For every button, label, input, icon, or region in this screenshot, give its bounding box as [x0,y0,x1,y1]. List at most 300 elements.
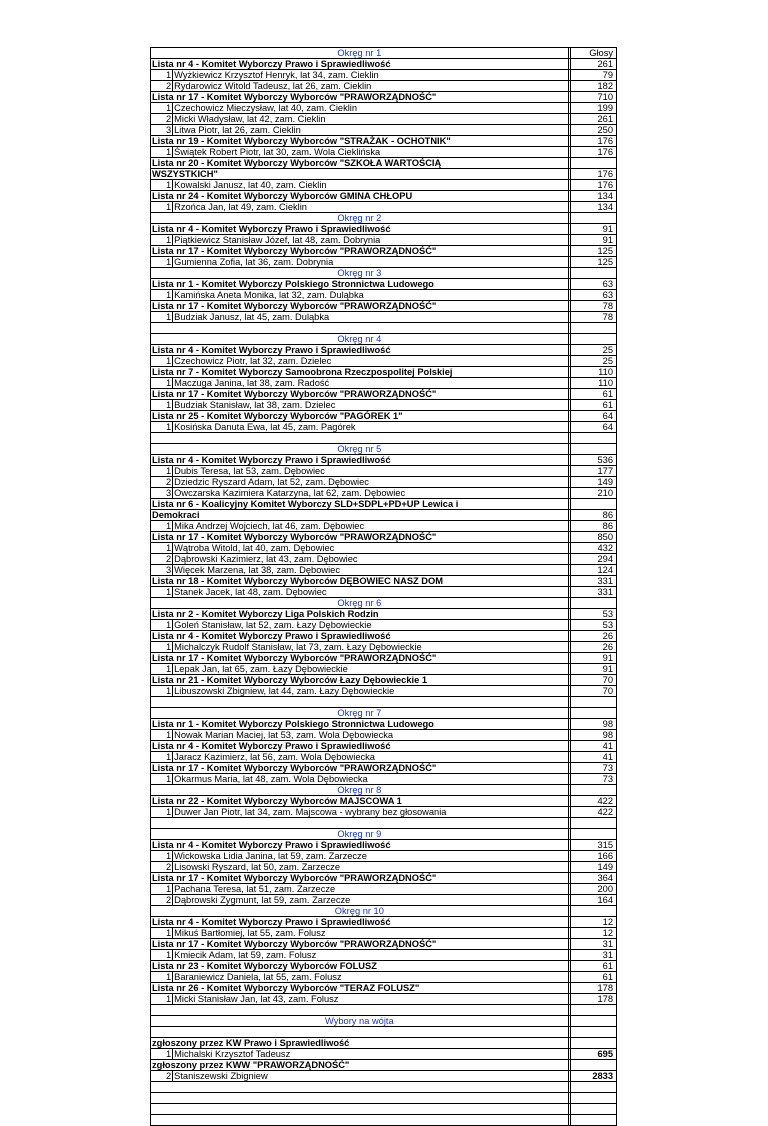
candidate-number: 1 [151,1049,173,1060]
candidate-number: 1 [151,422,173,433]
list-header-row [151,1038,617,1049]
list-header-row [151,840,617,851]
candidate-votes: 178 [570,994,616,1005]
candidate-votes: 31 [570,950,616,961]
list-votes: 41 [570,741,616,752]
candidate-votes: 164 [570,895,616,906]
list-header-row [151,609,617,620]
table-header-row [151,48,617,59]
blank-row [151,1115,617,1126]
candidate-number: 1 [151,884,173,895]
district-header-row [151,708,617,719]
candidate-number: 2 [151,114,173,125]
blank-row [151,1027,617,1038]
list-title: Lista nr 17 - Komitet Wyborczy Wyborców "PRAWORZĄDNOŚĆ" [151,246,569,257]
candidate-row [151,488,617,499]
candidate-votes: 176 [570,147,616,158]
list-votes: 26 [570,631,616,642]
candidate-number: 1 [151,235,173,246]
list-votes: 61 [570,389,616,400]
candidate-name: Budziak Stanisław, lat 38, zam. Dzielec [173,400,569,411]
blank-row [151,1093,617,1104]
candidate-name: Wątroba Witold, lat 40, zam. Dębowiec [173,543,569,554]
candidate-number: 1 [151,257,173,268]
list-title: Lista nr 7 - Komitet Wyborczy Samoobrona Rzeczpospolitej Polskiej [151,367,569,378]
candidate-row [151,565,617,576]
candidate-number: 1 [151,356,173,367]
candidate-number: 1 [151,642,173,653]
candidate-number: 1 [151,521,173,532]
list-title: Lista nr 4 - Komitet Wyborczy Prawo i Sprawiedliwość [151,345,569,356]
candidate-votes: 110 [570,378,616,389]
candidate-row [151,400,617,411]
blank-row [151,697,617,708]
district-header-row [151,1016,617,1027]
candidate-row [151,147,617,158]
candidate-name: Pachana Teresa, lat 51, zam. Zarzecze [173,884,569,895]
list-votes: 331 [570,576,616,587]
list-votes: 98 [570,719,616,730]
candidate-row [151,180,617,191]
candidate-row [151,587,617,598]
candidate-row [151,521,617,532]
blank-row [151,818,617,829]
list-votes: 110 [570,367,616,378]
list-header-row [151,191,617,202]
district-title: Okręg nr 2 [151,213,569,224]
candidate-name: Świątek Robert Piotr, lat 30, zam. Wola Cieklińska [173,147,569,158]
list-title: WSZYSTKICH" [151,169,569,180]
list-votes: 86 [570,510,616,521]
candidate-number: 1 [151,994,173,1005]
list-header-row [151,939,617,950]
candidate-row [151,125,617,136]
list-header-row [151,301,617,312]
candidate-votes: 134 [570,202,616,213]
candidate-row [151,862,617,873]
candidate-votes: 12 [570,928,616,939]
list-title: Lista nr 18 - Komitet Wyborczy Wyborców DĘBOWIEC NASZ DOM [151,576,569,587]
list-votes: 63 [570,279,616,290]
candidate-name: Michalczyk Rudolf Stanisław, lat 73, zam. Łazy Dębowieckie [173,642,569,653]
candidate-votes: 70 [570,686,616,697]
candidate-row [151,664,617,675]
candidate-row [151,730,617,741]
candidate-name: Duwer Jan Piotr, lat 34, zam. Majscowa - wybrany bez głosowania [173,807,569,818]
candidate-name: Wickowska Lidia Janina, lat 59, zam. Zarzecze [173,851,569,862]
candidate-votes: 176 [570,180,616,191]
candidate-votes: 261 [570,114,616,125]
candidate-name: Wyżkiewicz Krzysztof Henryk, lat 34, zam. Cieklin [173,70,569,81]
district-title: Okręg nr 5 [151,444,569,455]
list-title: Lista nr 17 - Komitet Wyborczy Wyborców "PRAWORZĄDNOŚĆ" [151,301,569,312]
candidate-row [151,950,617,961]
list-header-row [151,1060,617,1071]
candidate-votes: 182 [570,81,616,92]
list-header-row [151,741,617,752]
candidate-votes: 166 [570,851,616,862]
list-title: Lista nr 4 - Komitet Wyborczy Prawo i Sprawiedliwość [151,840,569,851]
candidate-number: 1 [151,290,173,301]
candidate-name: Rydarowicz Witold Tadeusz, lat 26, zam. Cieklin [173,81,569,92]
list-votes: 710 [570,92,616,103]
candidate-number: 1 [151,312,173,323]
candidate-name: Mika Andrzej Wojciech, lat 46, zam. Dębowiec [173,521,569,532]
list-votes [570,1060,616,1071]
candidate-votes: 64 [570,422,616,433]
candidate-name: Stanek Jacek, lat 48, zam. Dębowiec [173,587,569,598]
candidate-row [151,851,617,862]
list-votes: 176 [570,169,616,180]
list-header-row [151,455,617,466]
candidate-votes: 73 [570,774,616,785]
candidate-row [151,994,617,1005]
candidate-name: Goleń Stanisław, lat 52, zam. Łazy Dębowieckie [173,620,569,631]
district-title: Okręg nr 8 [151,785,569,796]
candidate-votes: 177 [570,466,616,477]
list-title: Lista nr 24 - Komitet Wyborczy Wyborców GMINA CHŁOPU [151,191,569,202]
candidate-number: 2 [151,895,173,906]
candidate-row [151,928,617,939]
candidate-votes: 695 [570,1049,616,1060]
list-header-row [151,576,617,587]
candidate-number: 1 [151,851,173,862]
district-header-row [151,785,617,796]
candidate-row [151,752,617,763]
candidate-number: 2 [151,862,173,873]
blank-row [151,323,617,334]
candidate-row [151,356,617,367]
list-header-row [151,983,617,994]
candidate-votes: 149 [570,862,616,873]
district-title: Okręg nr 9 [151,829,569,840]
candidate-number: 1 [151,686,173,697]
okreg-header: Okręg nr 1 [151,48,569,59]
list-votes: 176 [570,136,616,147]
candidate-row [151,807,617,818]
candidate-row [151,1049,617,1060]
list-title: Lista nr 17 - Komitet Wyborczy Wyborców "PRAWORZĄDNOŚĆ" [151,939,569,950]
candidate-number: 2 [151,81,173,92]
candidate-row [151,774,617,785]
list-header-row [151,158,617,169]
candidate-row [151,312,617,323]
candidate-number: 1 [151,378,173,389]
candidate-name: Nowak Marian Maciej, lat 53, zam. Wola Dębowiecka [173,730,569,741]
list-votes: 315 [570,840,616,851]
list-votes [570,1038,616,1049]
candidate-votes: 2833 [570,1071,616,1082]
district-title: Okręg nr 10 [151,906,569,917]
list-title: Lista nr 4 - Komitet Wyborczy Prawo i Sprawiedliwość [151,917,569,928]
list-votes: 31 [570,939,616,950]
candidate-name: Jaracz Kazimierz, lat 56, zam. Wola Dębowiecka [173,752,569,763]
candidate-votes: 86 [570,521,616,532]
candidate-number: 2 [151,477,173,488]
candidate-row [151,477,617,488]
list-header-row [151,917,617,928]
list-header-row [151,367,617,378]
candidate-votes: 124 [570,565,616,576]
list-header-row [151,59,617,70]
blank-row [151,1104,617,1115]
district-header-row [151,213,617,224]
district-title: Okręg nr 7 [151,708,569,719]
list-title: Lista nr 1 - Komitet Wyborczy Polskiego Stronnictwa Ludowego [151,719,569,730]
candidate-row [151,895,617,906]
candidate-number: 1 [151,928,173,939]
district-title: Okręg nr 6 [151,598,569,609]
district-header-row [151,906,617,917]
results-table [150,47,617,1126]
district-title: Okręg nr 3 [151,268,569,279]
candidate-row [151,620,617,631]
candidate-votes: 79 [570,70,616,81]
district-title: Wybory na wójta [151,1016,569,1027]
list-header-row [151,675,617,686]
candidate-row [151,202,617,213]
list-votes: 422 [570,796,616,807]
candidate-name: Dąbrowski Zygmunt, lat 59, zam. Zarzecze [173,895,569,906]
list-votes: 850 [570,532,616,543]
candidate-name: Dziedzic Ryszard Adam, lat 52, zam. Dębowiec [173,477,569,488]
blank-row [151,433,617,444]
list-title: zgłoszony przez KW Prawo i Sprawiedliwość [151,1038,569,1049]
list-title: Lista nr 4 - Komitet Wyborczy Prawo i Sprawiedliwość [151,631,569,642]
list-title: Lista nr 17 - Komitet Wyborczy Wyborców "PRAWORZĄDNOŚĆ" [151,532,569,543]
list-header-row [151,796,617,807]
candidate-number: 1 [151,730,173,741]
candidate-number: 1 [151,70,173,81]
list-header-row [151,631,617,642]
candidate-name: Dubis Teresa, lat 53, zam. Dębowiec [173,466,569,477]
candidate-number: 1 [151,950,173,961]
candidate-number: 1 [151,400,173,411]
candidate-name: Kmiecik Adam, lat 59, zam. Folusz [173,950,569,961]
candidate-number: 2 [151,1071,173,1082]
candidate-number: 1 [151,752,173,763]
list-title: Lista nr 17 - Komitet Wyborczy Wyborców "PRAWORZĄDNOŚĆ" [151,389,569,400]
list-title: Lista nr 22 - Komitet Wyborczy Wyborców MAJSCOWA 1 [151,796,569,807]
candidate-votes: 149 [570,477,616,488]
candidate-number: 3 [151,125,173,136]
list-title: Lista nr 4 - Komitet Wyborczy Prawo i Sprawiedliwość [151,59,569,70]
candidate-votes: 91 [570,235,616,246]
candidate-name: Michalski Krzysztof Tadeusz [173,1049,569,1060]
candidate-number: 3 [151,488,173,499]
list-header-row [151,719,617,730]
candidate-row [151,642,617,653]
list-votes: 178 [570,983,616,994]
district-header-row [151,829,617,840]
list-votes: 364 [570,873,616,884]
blank-row [151,1005,617,1016]
candidate-votes: 78 [570,312,616,323]
list-title: Demokraci [151,510,569,521]
list-votes [570,158,616,169]
list-header-row [151,763,617,774]
candidate-number: 2 [151,554,173,565]
list-title: Lista nr 17 - Komitet Wyborczy Wyborców "PRAWORZĄDNOŚĆ" [151,653,569,664]
candidate-name: Dąbrowski Kazimierz, lat 43, zam. Dębowiec [173,554,569,565]
candidate-votes: 331 [570,587,616,598]
list-header-row [151,169,617,180]
candidate-votes: 91 [570,664,616,675]
district-header-row [151,268,617,279]
candidate-name: Budziak Janusz, lat 45, zam. Duląbka [173,312,569,323]
candidate-row [151,543,617,554]
candidate-votes: 61 [570,972,616,983]
district-header-row [151,334,617,345]
list-title: Lista nr 4 - Komitet Wyborczy Prawo i Sprawiedliwość [151,224,569,235]
list-votes: 261 [570,59,616,70]
candidate-votes: 200 [570,884,616,895]
candidate-name: Staniszewski Zbigniew [173,1071,569,1082]
candidate-name: Kowalski Janusz, lat 40, zam. Cieklin [173,180,569,191]
list-votes: 78 [570,301,616,312]
candidate-name: Lepak Jan, lat 65, zam. Łazy Dębowieckie [173,664,569,675]
list-votes: 91 [570,224,616,235]
list-votes: 134 [570,191,616,202]
list-header-row [151,92,617,103]
list-title: Lista nr 2 - Komitet Wyborczy Liga Polskich Rodzin [151,609,569,620]
candidate-row [151,103,617,114]
candidate-row [151,466,617,477]
list-title: Lista nr 4 - Komitet Wyborczy Prawo i Sprawiedliwość [151,741,569,752]
list-title: Lista nr 20 - Komitet Wyborczy Wyborców "SZKOŁA WARTOŚCIĄ [151,158,569,169]
list-header-row [151,499,617,510]
candidate-votes: 98 [570,730,616,741]
candidate-name: Okarmus Maria, lat 48, zam. Wola Dębowiecka [173,774,569,785]
candidate-number: 1 [151,972,173,983]
candidate-votes: 422 [570,807,616,818]
list-title: Lista nr 25 - Komitet Wyborczy Wyborców "PAGÓREK 1" [151,411,569,422]
candidate-row [151,422,617,433]
candidate-votes: 210 [570,488,616,499]
district-header-row [151,444,617,455]
candidate-row [151,686,617,697]
candidate-name: Więcek Marzena, lat 38, zam. Dębowiec [173,565,569,576]
list-votes: 25 [570,345,616,356]
list-header-row [151,246,617,257]
list-title: zgłoszony przez KWW "PRAWORZĄDNOŚĆ" [151,1060,569,1071]
list-votes: 12 [570,917,616,928]
candidate-votes: 53 [570,620,616,631]
candidate-name: Kosińska Danuta Ewa, lat 45, zam. Pagórek [173,422,569,433]
list-header-row [151,136,617,147]
candidate-name: Micki Stanisław Jan, lat 43, zam. Folusz [173,994,569,1005]
list-votes: 91 [570,653,616,664]
candidate-row [151,257,617,268]
candidate-votes: 61 [570,400,616,411]
candidate-votes: 432 [570,543,616,554]
candidate-row [151,972,617,983]
candidate-row [151,378,617,389]
candidate-name: Baraniewicz Daniela, lat 55, zam. Folusz [173,972,569,983]
list-header-row [151,532,617,543]
list-votes [570,499,616,510]
candidate-row [151,554,617,565]
list-header-row [151,510,617,521]
list-title: Lista nr 4 - Komitet Wyborczy Prawo i Sprawiedliwość [151,455,569,466]
candidate-row [151,290,617,301]
candidate-row [151,1071,617,1082]
list-header-row [151,411,617,422]
candidate-number: 1 [151,543,173,554]
list-header-row [151,389,617,400]
candidate-name: Lisowski Ryszard, lat 50, zam. Zarzecze [173,862,569,873]
candidate-name: Kamińska Aneta Monika, lat 32, zam. Duląbka [173,290,569,301]
candidate-number: 1 [151,620,173,631]
candidate-number: 1 [151,774,173,785]
candidate-row [151,114,617,125]
district-header-row [151,598,617,609]
list-title: Lista nr 19 - Komitet Wyborczy Wyborców "STRAŻAK - OCHOTNIK" [151,136,569,147]
candidate-name: Libuszowski Zbigniew, lat 44, zam. Łazy Dębowieckie [173,686,569,697]
list-votes: 536 [570,455,616,466]
list-header-row [151,279,617,290]
list-votes: 64 [570,411,616,422]
candidate-number: 1 [151,147,173,158]
candidate-name: Gumienna Zofia, lat 36, zam. Dobrynia [173,257,569,268]
candidate-name: Czechowicz Mieczysław, lat 40, zam. Cieklin [173,103,569,114]
candidate-row [151,235,617,246]
candidate-name: Piątkiewicz Stanisław Józef, lat 48, zam. Dobrynia [173,235,569,246]
candidate-row [151,81,617,92]
candidate-name: Rzońca Jan, lat 49, zam. Cieklin [173,202,569,213]
blank-row [151,1082,617,1093]
list-votes: 61 [570,961,616,972]
candidate-votes: 199 [570,103,616,114]
candidate-number: 1 [151,466,173,477]
list-title: Lista nr 1 - Komitet Wyborczy Polskiego Stronnictwa Ludowego [151,279,569,290]
list-votes: 53 [570,609,616,620]
candidate-name: Micki Władysław, lat 42, zam. Cieklin [173,114,569,125]
candidate-votes: 25 [570,356,616,367]
candidate-number: 1 [151,180,173,191]
list-votes: 73 [570,763,616,774]
candidate-name: Maczuga Janina, lat 38, zam. Radość [173,378,569,389]
candidate-number: 1 [151,807,173,818]
district-title: Okręg nr 4 [151,334,569,345]
candidate-votes: 26 [570,642,616,653]
list-votes: 70 [570,675,616,686]
list-title: Lista nr 17 - Komitet Wyborczy Wyborców "PRAWORZĄDNOŚĆ" [151,873,569,884]
candidate-row [151,70,617,81]
candidate-number: 1 [151,103,173,114]
list-title: Lista nr 17 - Komitet Wyborczy Wyborców "PRAWORZĄDNOŚĆ" [151,763,569,774]
list-title: Lista nr 21 - Komitet Wyborczy Wyborców Łazy Dębowieckie 1 [151,675,569,686]
candidate-number: 1 [151,664,173,675]
candidate-number: 1 [151,587,173,598]
list-title: Lista nr 17 - Komitet Wyborczy Wyborców "PRAWORZĄDNOŚĆ" [151,92,569,103]
candidate-votes: 250 [570,125,616,136]
glosy-header: Głosy [570,48,616,59]
candidate-name: Litwa Piotr, lat 26, zam. Cieklin [173,125,569,136]
candidate-votes: 125 [570,257,616,268]
candidate-number: 1 [151,202,173,213]
candidate-votes: 41 [570,752,616,763]
list-header-row [151,873,617,884]
list-votes: 125 [570,246,616,257]
list-title: Lista nr 23 - Komitet Wyborczy Wyborców FOLUSZ [151,961,569,972]
list-title: Lista nr 26 - Komitet Wyborczy Wyborców "TERAZ FOLUSZ" [151,983,569,994]
candidate-name: Czechowicz Piotr, lat 32, zam. Dzielec [173,356,569,367]
candidate-name: Mikuś Bartłomiej, lat 55, zam. Folusz [173,928,569,939]
candidate-votes: 294 [570,554,616,565]
candidate-votes: 63 [570,290,616,301]
list-header-row [151,653,617,664]
